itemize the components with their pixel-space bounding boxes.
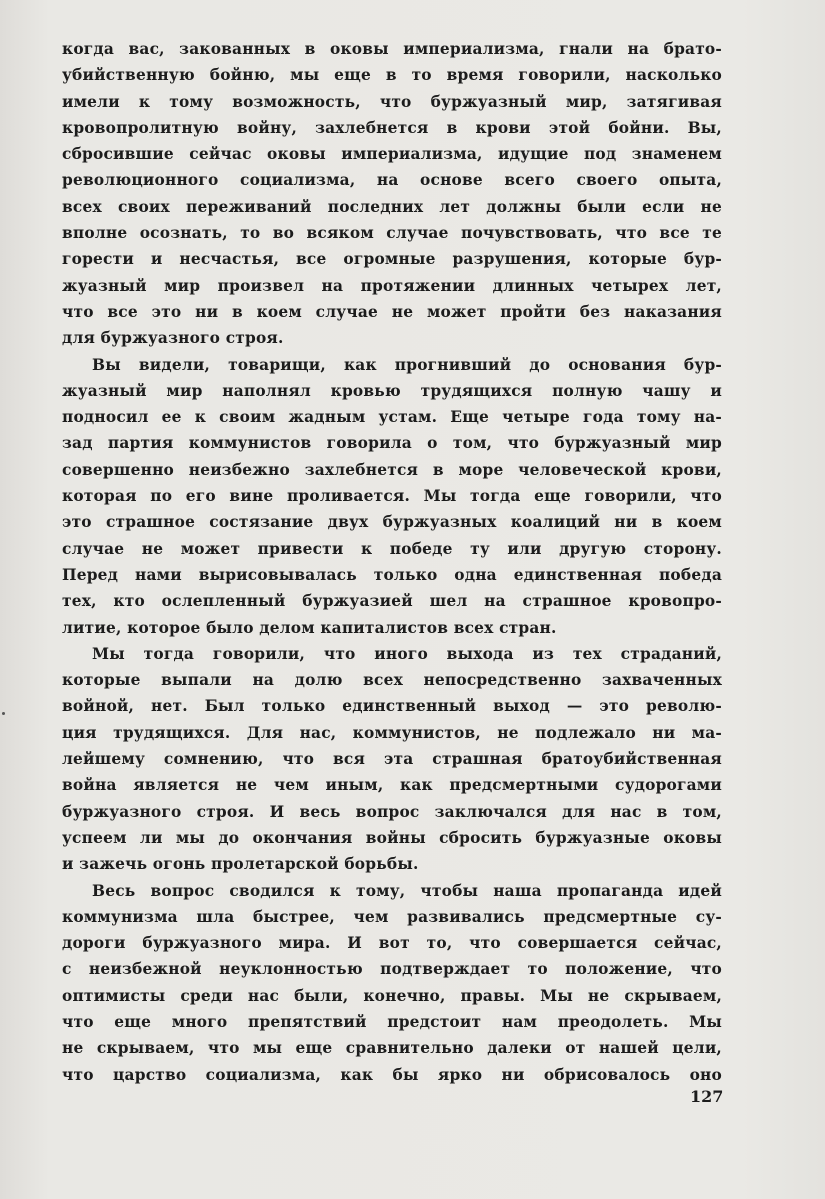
text-line: и зажечь огонь пролетарской борьбы. xyxy=(62,855,419,874)
text-line: горести и несчастья, все огромные разрушения, которые бур- xyxy=(62,250,722,269)
text-line: литие, которое было делом капиталистов всех стран. xyxy=(62,618,557,637)
text-line: оптимисты среди нас были, конечно, правы. Мы не скрываем, xyxy=(62,986,722,1005)
text-line: жуазный мир наполнял кровью трудящихся полную чашу и xyxy=(62,381,722,400)
text-line: случае не может привести к победе ту или другую сторону. xyxy=(62,539,722,558)
paragraph xyxy=(62,36,722,352)
text-line: война является не чем иным, как предсмертными судорогами xyxy=(62,776,722,795)
paragraph xyxy=(62,878,722,1088)
text-line: революционного социализма, на основе всего своего опыта, xyxy=(62,171,722,190)
text-line: совершенно неизбежно захлебнется в море человеческой крови, xyxy=(62,460,722,479)
text-line: это страшное состязание двух буржуазных коалиций ни в коем xyxy=(62,513,722,532)
body-text xyxy=(62,36,722,1088)
paragraph xyxy=(62,641,722,878)
text-line: не скрываем, что мы еще сравнительно далеки от нашей цели, xyxy=(62,1039,722,1058)
text-line: которые выпали на долю всех непосредственно захваченных xyxy=(62,671,722,690)
text-line: лейшему сомнению, что вся эта страшная братоубийственная xyxy=(62,750,722,769)
text-line: когда вас, закованных в оковы империализма, гнали на брато- xyxy=(62,40,722,58)
text-line: дороги буржуазного мира. И вот то, что совершается сейчас, xyxy=(62,934,722,953)
text-line: имели к тому возможность, что буржуазный мир, затягивая xyxy=(62,92,722,111)
text-line: Весь вопрос сводился к тому, чтобы наша пропаганда идей xyxy=(92,881,722,900)
text-line: что еще много препятствий предстоит нам преодолеть. Мы xyxy=(62,1012,722,1031)
page-speck xyxy=(2,712,5,715)
text-line: ция трудящихся. Для нас, коммунистов, не подлежало ни ма- xyxy=(62,723,722,742)
text-line: с неизбежной неуклонностью подтверждает то положение, что xyxy=(62,960,722,979)
text-line: Перед нами вырисовывалась только одна единственная победа xyxy=(62,565,722,584)
text-line: Мы тогда говорили, что иного выхода из тех страданий, xyxy=(92,644,722,663)
paragraph xyxy=(62,352,722,641)
text-line: всех своих переживаний последних лет должны были если не xyxy=(62,197,722,216)
text-line: подносил ее к своим жадным устам. Еще четыре года тому на- xyxy=(62,408,722,427)
text-line: для буржуазного строя. xyxy=(62,329,284,348)
text-line: жуазный мир произвел на протяжении длинных четырех лет, xyxy=(62,276,722,295)
text-line: которая по его вине проливается. Мы тогда еще говорили, что xyxy=(62,487,722,506)
page-number: 127 xyxy=(690,1087,724,1106)
text-line: что все это ни в коем случае не может пройти без наказания xyxy=(62,302,722,321)
text-line: коммунизма шла быстрее, чем развивались предсмертные су- xyxy=(62,907,722,926)
text-line: что царство социализма, как бы ярко ни обрисовалось оно xyxy=(62,1065,722,1084)
text-line: зад партия коммунистов говорила о том, что буржуазный мир xyxy=(62,434,722,453)
text-line: вполне осознать, то во всяком случае почувствовать, что все те xyxy=(62,224,722,243)
text-line: успеем ли мы до окончания войны сбросить буржуазные оковы xyxy=(62,828,722,847)
text-line: Вы видели, товарищи, как прогнивший до основания бур- xyxy=(92,355,722,374)
text-line: буржуазного строя. И весь вопрос заключался для нас в том, xyxy=(62,802,722,821)
text-line: тех, кто ослепленный буржуазией шел на страшное кровопро- xyxy=(62,592,722,611)
text-line: сбросившие сейчас оковы империализма, идущие под знаменем xyxy=(62,145,722,164)
text-line: кровопролитную войну, захлебнется в крови этой бойни. Вы, xyxy=(62,118,722,137)
text-line: убийственную бойню, мы еще в то время говорили, насколько xyxy=(62,66,722,85)
text-line: войной, нет. Был только единственный выход — это револю- xyxy=(62,697,722,716)
